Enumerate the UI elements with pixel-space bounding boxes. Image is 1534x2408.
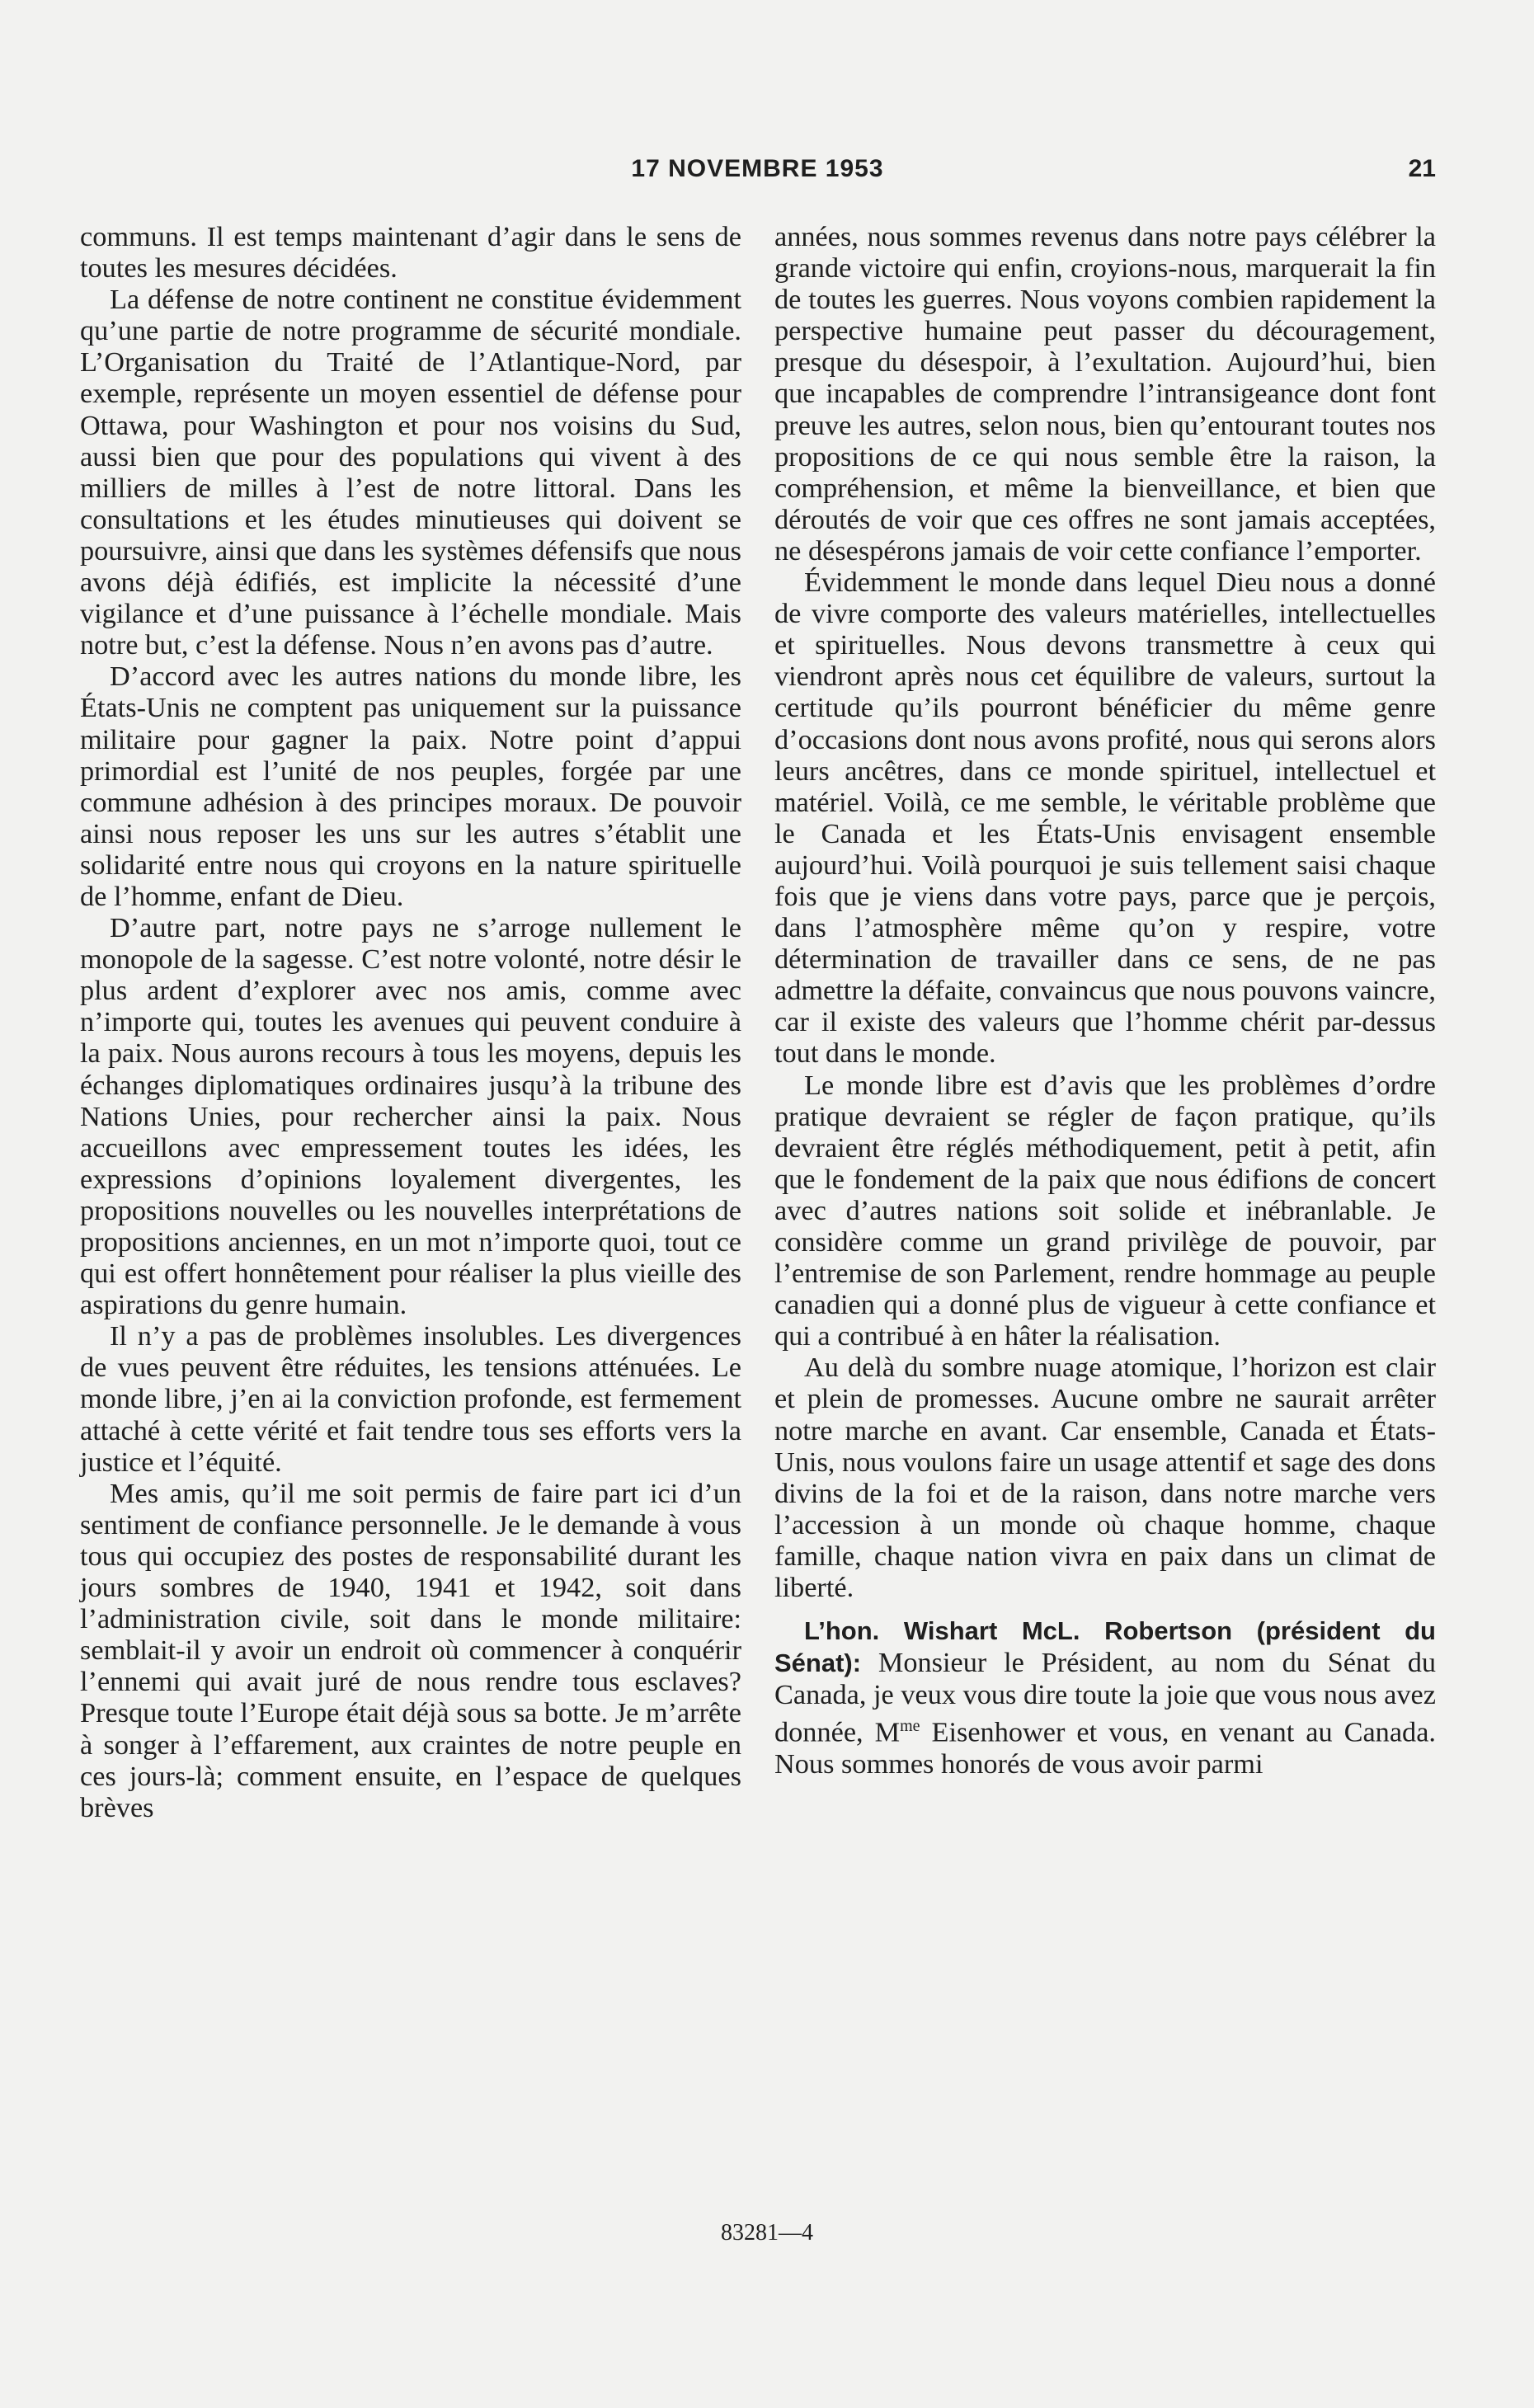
left-column [80,221,741,1823]
paragraph: D’autre part, notre pays ne s’arroge nullement le monopole de la sagesse. C’est notre volonté, notre désir le plus ardent d’explorer avec nos amis, comme avec n’importe qui, toutes les avenues qui peuvent conduire à la paix. Nous aurons recours à tous les moyens, depuis les échanges diplomatiques ordinaires jusqu’à la tribune des Nations Unies, pour rechercher ainsi la paix. Nous accueillons avec empressement toutes les idées, les expressions d’opinions loyalement divergentes, les propositions nouvelles ou les nouvelles interprétations de propositions anciennes, en un mot n’importe quoi, tout ce qui est offert honnêtement pour réaliser la plus vieille des aspirations du genre humain. [80,912,741,1321]
paragraph: Le monde libre est d’avis que les problèmes d’ordre pratique devraient se régler de façon pratique, qu’ils devraient être réglés méthodiquement, petit à petit, afin que le fondement de la paix que nous édifions de concert avec d’autres nations soit solide et inébranlable. Je considère comme un grand privilège de pouvoir, par l’entremise de son Parlement, rendre hommage au peuple canadien qui a donné plus de vigueur à cette confiance et qui a contribué à en hâter la réalisation. [774,1069,1436,1352]
speech-text: Eisenhower et vous, en venant au Canada. Nous sommes honorés de vous avoir parmi [774,1716,1436,1780]
paragraph: D’accord avec les autres nations du monde libre, les États-Unis ne comptent pas uniquement sur la puissance militaire pour gagner la paix. Notre point d’appui primordial est l’unité de nos peuples, forgée par une commune adhésion à des principes moraux. De pouvoir ainsi nous reposer les uns sur les autres s’établit une solidarité entre nous qui croyons en la nature spirituelle de l’homme, enfant de Dieu. [80,661,741,912]
speech-paragraph [774,1615,1436,1780]
paragraph: Il n’y a pas de problèmes insolubles. Les divergences de vues peuvent être réduites, les tensions atténuées. Le monde libre, j’en ai la conviction profonde, est fermement attaché à cette vérité et fait tendre tous ses efforts vers la justice et l’équité. [80,1320,741,1478]
print-code: 83281—4 [721,2220,813,2246]
right-column [774,221,1436,1780]
title-superscript: me [900,1717,920,1736]
header-date: 17 NOVEMBRE 1953 [631,155,884,182]
speech-text: Monsieur le Président, au nom du Sénat du Canada, je veux vous dire toute la joie que vous nous avez donnée, M [774,1647,1436,1748]
paragraph: années, nous sommes revenus dans notre pays célébrer la grande victoire qui enfin, croyions-nous, marquerait la fin de toutes les guerres. Nous voyons combien rapidement la perspective humaine peut passer du découragement, presque du désespoir, à l’exultation. Aujourd’hui, bien que incapables de comprendre l’intransigeance dont font preuve les autres, selon nous, bien qu’entourant toutes nos propositions de ce qui nous semble être la raison, la compréhension, et même la bienveillance, et bien que déroutés de voir que ces offres ne sont jamais acceptées, ne désespérons jamais de voir cette confiance l’emporter. [774,221,1436,567]
page-number: 21 [1408,155,1436,182]
paragraph: Mes amis, qu’il me soit permis de faire part ici d’un sentiment de confiance personnelle. Je le demande à vous tous qui occupiez des postes de responsabilité durant les jours sombres de 1940, 1941 et 1942, soit dans l’administration civile, soit dans le monde militaire: semblait-il y avoir un endroit où commencer à conquérir l’ennemi qui avait juré de nous rendre tous esclaves? Presque toute l’Europe était déjà sous sa botte. Je m’arrête à songer à l’effarement, aux craintes de notre peuple en ces jours-là; comment ensuite, en l’espace de quelques brèves [80,1477,741,1823]
paragraph: Au delà du sombre nuage atomique, l’horizon est clair et plein de promesses. Aucune ombre ne saurait arrêter notre marche en avant. Car ensemble, Canada et États-Unis, nous voulons faire un usage attentif et sage des dons divins de la foi et de la raison, dans notre marche vers l’accession à un monde où chaque homme, chaque famille, chaque nation vivra en paix dans un climat de liberté. [774,1352,1436,1604]
page-header [79,155,1436,191]
paragraph: communs. Il est temps maintenant d’agir dans le sens de toutes les mesures décidées. [80,221,741,285]
speaker-name: L’hon. Wishart McL. Robertson (président du Sénat): [774,1616,1436,1678]
paragraph: Évidemment le monde dans lequel Dieu nous a donné de vivre comporte des valeurs matérielles, intellectuelles et spirituelles. Nous devons transmettre à ceux qui viendront après nous cet équilibre de valeurs, surtout la certitude qu’ils pourront bénéficier du même genre d’occasions dont nous avons profité, nous qui serons alors leurs ancêtres, dans ce monde spirituel, intellectuel et matériel. Voilà, ce me semble, le véritable problème que le Canada et les États-Unis envisagent ensemble aujourd’hui. Voilà pourquoi je suis tellement saisi chaque fois que je viens dans votre pays, parce que je perçois, dans l’atmosphère même qu’on y respire, votre détermination de travailler dans ce sens, de ne pas admettre la défaite, convaincus que nous pouvons vaincre, car il existe des valeurs que l’homme chérit par-dessus tout dans le monde. [774,567,1436,1070]
paragraph: La défense de notre continent ne constitue évidemment qu’une partie de notre programme de sécurité mondiale. L’Organisation du Traité de l’Atlantique-Nord, par exemple, représente un moyen essentiel de défense pour Ottawa, pour Washington et pour nos voisins du Sud, aussi bien que pour des populations qui vivent à des milliers de milles à l’est de notre littoral. Dans les consultations et les études minutieuses qui doivent se poursuivre, ainsi que dans les systèmes défensifs que nous avons déjà édifiés, est implicite la nécessité d’une vigilance et d’une puissance à l’échelle mondiale. Mais notre but, c’est la défense. Nous n’en avons pas d’autre. [80,284,741,661]
